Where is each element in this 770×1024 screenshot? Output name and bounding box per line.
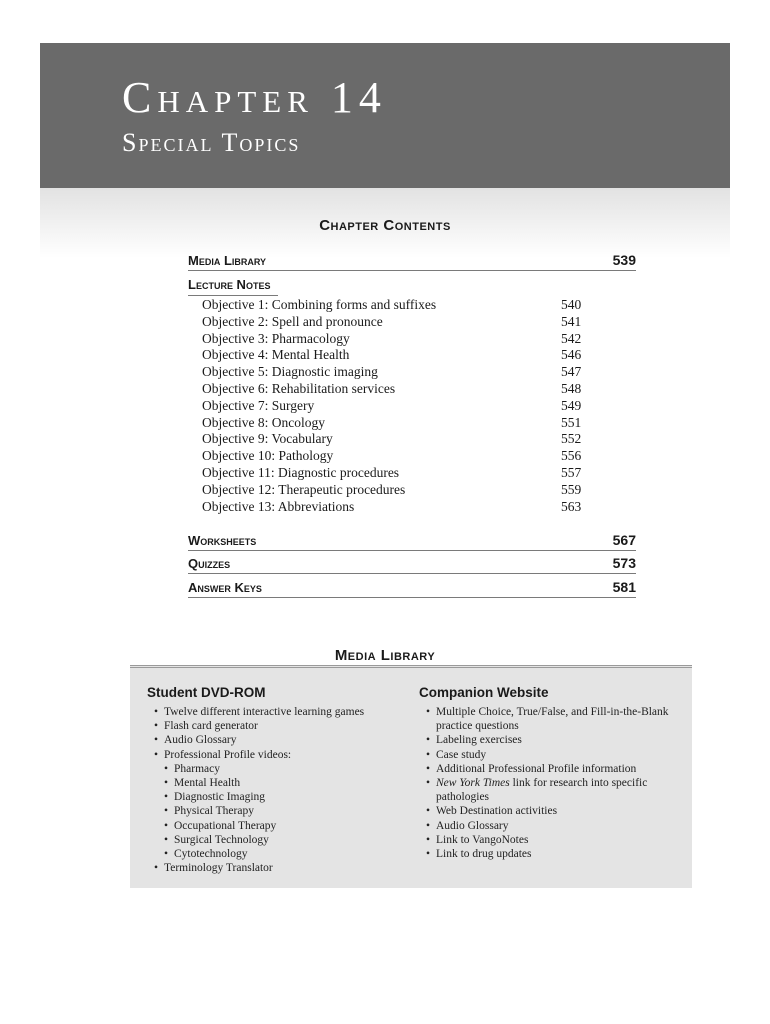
objective-page: 559 [561,481,582,497]
student-dvd-heading: Student DVD-ROM [147,685,266,700]
objective-title: Objective 7: Surgery [202,397,315,413]
list-sub-item: • Physical Therapy [154,804,414,818]
list-item: • Twelve different interactive learning games [154,705,414,719]
objective-row[interactable] [202,297,602,314]
list-sub-item: • Surgical Technology [154,833,414,847]
list-item: • Labeling exercises [426,733,688,747]
list-item: • Additional Professional Profile information [426,762,688,776]
list-item [426,776,688,790]
objective-title: Objective 10: Pathology [202,448,334,464]
media-library-heading: Media Library [334,647,436,664]
objective-row[interactable] [202,331,602,348]
list-item: • Professional Profile videos: [154,748,414,762]
objectives-list [202,297,602,515]
list-item: • Terminology Translator [154,861,414,875]
objective-title: Objective 4: Mental Health [202,347,350,363]
toc-lecture-notes[interactable]: Lecture Notes [188,277,278,296]
objective-page: 546 [561,347,582,363]
chapter-contents-heading: Chapter Contents [319,217,451,234]
objective-page: 557 [561,464,582,480]
toc-page: 573 [612,555,636,571]
publication-name: New York Times [436,777,510,790]
student-dvd-list [154,705,414,875]
toc-title: Answer Keys [188,580,262,595]
objective-page: 548 [561,380,582,396]
toc-page: 567 [612,532,636,548]
toc-quizzes[interactable] [188,553,636,574]
objective-page: 542 [561,330,582,346]
objective-title: Objective 6: Rehabilitation services [202,380,396,396]
list-sub-item: • Occupational Therapy [154,819,414,833]
objective-title: Objective 2: Spell and pronounce [202,313,383,329]
list-item-continuation: practice questions [436,720,519,733]
objective-page: 563 [561,498,582,514]
objective-title: Objective 13: Abbreviations [202,498,355,514]
objective-page: 552 [561,431,582,447]
objective-title: Objective 1: Combining forms and suffixes [202,297,437,312]
toc-page: 539 [612,252,636,268]
objective-row[interactable] [202,482,602,499]
objective-page: 541 [561,313,582,329]
objective-title: Objective 3: Pharmacology [202,330,350,346]
list-item-text: link for research into specific [509,777,648,790]
toc-title: Worksheets [188,533,257,548]
objective-row[interactable] [202,381,602,398]
objective-row[interactable] [202,314,602,331]
objective-page: 547 [561,364,582,380]
objective-row[interactable] [202,364,602,381]
list-item: • Audio Glossary [154,733,414,747]
companion-website-heading: Companion Website [419,685,549,700]
toc-media-library[interactable] [188,250,636,271]
objective-title: Objective 8: Oncology [202,414,325,430]
list-item: • Multiple Choice, True/False, and Fill-in-the-Blank [426,705,688,719]
objective-title: Objective 5: Diagnostic imaging [202,364,378,380]
chapter-subtitle: Special Topics [122,128,301,157]
list-sub-item: • Pharmacy [154,762,414,776]
list-item: • Link to VangoNotes [426,833,688,847]
list-item: • Flash card generator [154,719,414,733]
objective-row[interactable] [202,499,602,516]
toc-title: Media Library [188,253,267,268]
objective-page: 556 [561,448,582,464]
objective-page: 549 [561,397,582,413]
objective-title: Objective 12: Therapeutic procedures [202,481,406,497]
objective-row[interactable] [202,347,602,364]
objective-page: 551 [561,414,582,430]
objective-row[interactable] [202,398,602,415]
toc-title: Quizzes [188,556,231,571]
objective-row[interactable] [202,431,602,448]
list-sub-item: • Cytotechnology [154,847,414,861]
objective-row[interactable] [202,415,602,432]
objective-page: 540 [561,297,582,312]
list-item: • Link to drug updates [426,847,688,861]
media-library-box [130,665,692,888]
list-item: • Case study [426,748,688,762]
objective-title: Objective 9: Vocabulary [202,431,333,447]
objective-title: Objective 11: Diagnostic procedures [202,464,400,480]
objective-row[interactable] [202,448,602,465]
toc-answer-keys[interactable] [188,577,636,598]
list-item: • Audio Glossary [426,819,688,833]
list-sub-item: • Mental Health [154,776,414,790]
toc-page: 581 [612,579,636,595]
list-item: • Web Destination activities [426,804,688,818]
chapter-title: Chapter 14 [122,73,387,122]
toc-worksheets[interactable] [188,530,636,551]
list-sub-item: • Diagnostic Imaging [154,790,414,804]
list-item-continuation: pathologies [436,791,490,804]
objective-row[interactable] [202,465,602,482]
companion-website-list [426,705,688,861]
